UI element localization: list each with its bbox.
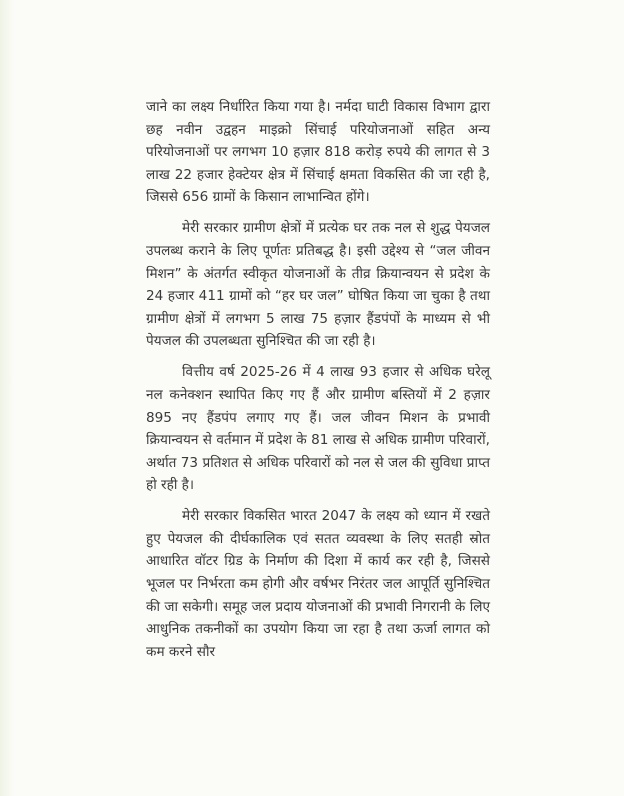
paragraph-tap-connections: वित्तीय वर्ष 2025-26 में 4 लाख 93 हजार से अधिक घरेलू नल कनेक्शन स्थापित किए गए हैं और ग्रामीण बस्तियों में 2 हज़ार 895 नए हैंडपंप लगाए गए हैं। जल जीवन मिशन के प्रभावी क्रियान्वयन से वर्तमान में प्रदेश के 81 लाख से अधिक ग्रामीण परिवारों, अर्थात 73 प्रतिशत से अधिक परिवारों को नल से जल की सुविधा प्राप्त हो रही है। bbox=[146, 364, 490, 494]
paragraph-irrigation: जाने का लक्ष्य निर्धारित किया गया है। नर्मदा घाटी विकास विभाग द्वारा छह नवीन उद्वहन माइक्रो सिंचाई परियोजनाओं सहित अन्य परियोजनाओं पर लगभग 10 हज़ार 818 करोड़ रुपये की लागत से 3 लाख 22 हजार हेक्टेयर क्षेत्र में सिंचाई क्षमता विकसित की जा रही है, जिससे 656 ग्रामों के किसान लाभान्वित होंगे। bbox=[146, 99, 490, 206]
page-edge-shadow bbox=[0, 0, 14, 796]
paragraph-water-grid: मेरी सरकार विकसित भारत 2047 के लक्ष्य को ध्यान में रखते हुए पेयजल की दीर्घकालिक एवं सतत व्यवस्था के लिए सतही स्रोत आधारित वॉटर ग्रिड के निर्माण की दिशा में कार्य कर रही है, जिससे भूजल पर निर्भरता कम होगी और वर्षभर निरंतर जल आपूर्ति सुनिश्चित की जा सकेगी। समूह जल प्रदाय योजनाओं की प्रभावी निगरानी के लिए आधुनिक तकनीकों का उपयोग किया जा रहा है तथा ऊर्जा लागत को कम करने सौर bbox=[146, 508, 490, 660]
document-body bbox=[146, 96, 490, 672]
paragraph-drinking-water: मेरी सरकार ग्रामीण क्षेत्रों में प्रत्येक घर तक नल से शुद्ध पेयजल उपलब्ध कराने के लिए पूर्णतः प्रतिबद्ध है। इसी उद्देश्य से “जल जीवन मिशन” के अंतर्गत स्वीकृत योजनाओं के तीव्र क्रियान्वयन से प्रदेश के 24 हजार 411 ग्रामों को “हर घर जल” घोषित किया जा चुका है तथा ग्रामीण क्षेत्रों में लगभग 5 लाख 75 हज़ार हैंडपंपों के माध्यम से भी पेयजल की उपलब्धता सुनिश्चित की जा रही है। bbox=[146, 220, 490, 350]
